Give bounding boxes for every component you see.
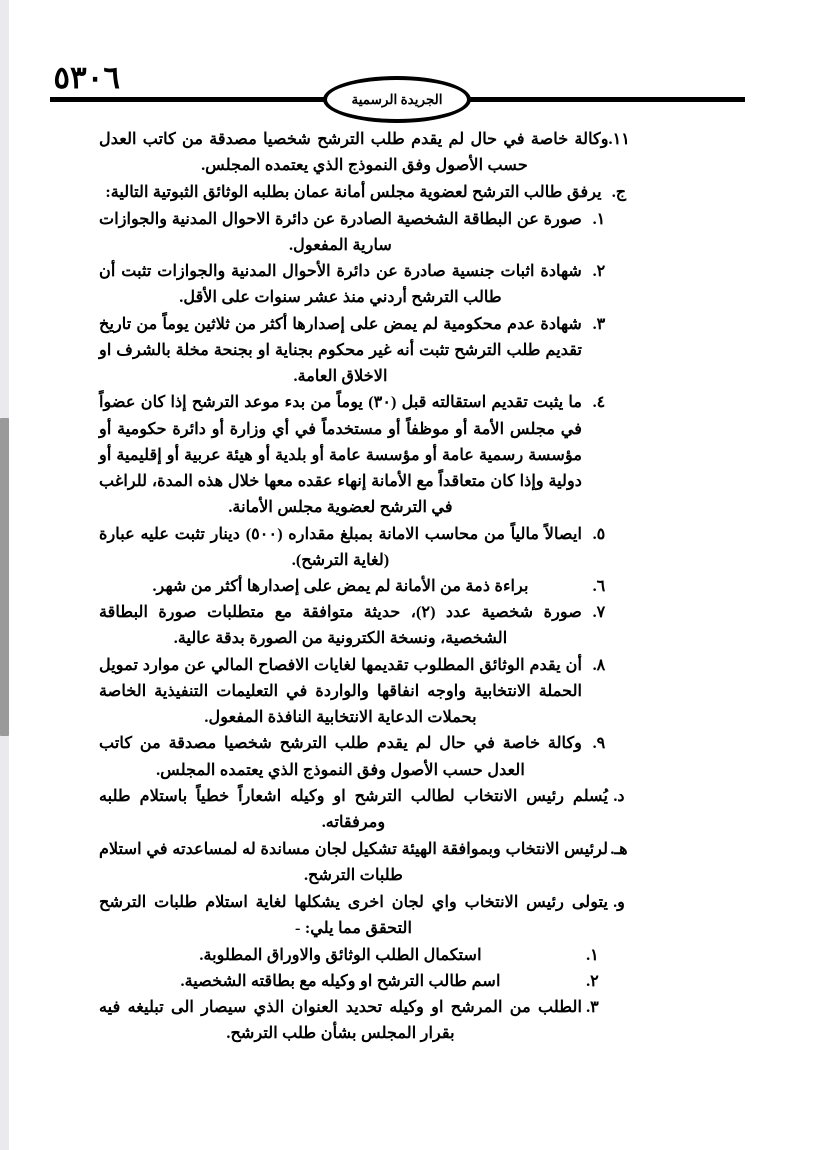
list-item-marker: ٢. xyxy=(592,262,606,281)
document-page xyxy=(9,0,820,1150)
list-item-text: صورة عن البطاقة الشخصية الصادرة عن دائرة الاحوال المدنية والجوازات سارية المفعول. xyxy=(99,209,582,254)
list-item xyxy=(99,652,612,731)
clause-waw-marker: و. xyxy=(613,892,625,911)
clause-dal xyxy=(99,783,630,835)
clause-haa xyxy=(99,836,630,888)
gazette-seal-label: الجريدة الرسمية xyxy=(351,91,443,107)
list-item-text: ما يثبت تقديم استقالته قبل (٣٠) يوماً من بدء موعد الترشح إذا كان عضواً في مجلس الأمة أو موظفاً أو مستخدماً في أي وزارة أو دائرة حكومية أو مؤسسة رسمية عامة أو مؤسسة عامة أو بلدية أو هيئة عربية أو إقليمية أو دولية وإذا كان متعاقداً مع الأمانة إنهاء عقده معها خلال هذه المدة، للراغب في الترشح لعضوية مجلس الأمانة. xyxy=(99,393,583,517)
list-item xyxy=(99,994,602,1046)
list-item-marker: ٦. xyxy=(592,576,606,595)
page-number: ٥٣٠٦ xyxy=(53,60,120,95)
list-item-marker: ٣. xyxy=(586,998,599,1017)
list-item-marker: ٨. xyxy=(592,655,606,674)
list-item xyxy=(99,573,612,599)
clause-jeem xyxy=(99,179,630,205)
list-item-text: اسم طالب الترشح او وكيله مع بطاقته الشخصية. xyxy=(180,972,501,990)
list-item xyxy=(99,942,602,968)
vertical-scrollbar-thumb[interactable] xyxy=(0,418,9,736)
list-item-text: شهادة اثبات جنسية صادرة عن دائرة الأحوال المدنية والجوازات تثبت أن طالب الترشح أردني منذ عشر سنوات على الأقل. xyxy=(99,262,582,307)
clause-waw xyxy=(99,889,630,941)
list-item-marker: ١. xyxy=(586,945,599,964)
list-item-marker: ١. xyxy=(592,209,606,228)
list-item-marker: ٧. xyxy=(592,603,606,622)
list-item-text: أن يقدم الوثائق المطلوب تقديمها لغايات الافصاح المالي عن موارد تمويل الحملة الانتخابية واوجه انفاقها والواردة في التعليمات التنفيذية الخاصة بحملات الدعاية الانتخابية النافذة المفعول. xyxy=(99,655,582,727)
list-item xyxy=(99,599,612,651)
list-item-text: شهادة عدم محكومية لم يمض على إصدارها أكثر من ثلاثين يوماً من تاريخ تقديم طلب الترشح تثبت أنه غير محكوم بجناية او بجنحة مخلة بالشرف او الاخلاق العامة. xyxy=(99,314,582,386)
clause-jeem-marker: ج. xyxy=(611,182,627,201)
list-item xyxy=(99,521,612,573)
list-item xyxy=(99,730,612,782)
list-item-text: الطلب من المرشح او وكيله تحديد العنوان الذي سيصار الى تبليغه فيه بقرار المجلس بشأن طلب الترشح. xyxy=(99,998,582,1043)
list-item-marker: ٩. xyxy=(592,734,606,753)
list-item-marker: ٣. xyxy=(592,314,606,333)
list-item-text: استكمال الطلب الوثائق والاوراق المطلوبة. xyxy=(199,945,482,964)
list-item-marker: ٤. xyxy=(592,393,606,412)
list-item-marker: ٥. xyxy=(592,524,606,543)
clause-haa-text: لرئيس الانتخاب وبموافقة الهيئة تشكيل لجان مساندة له لمساعدته في استلام طلبات الترشح. xyxy=(99,839,608,885)
list-item xyxy=(99,968,602,994)
page-masthead xyxy=(9,0,820,122)
list-item-text: وكالة خاصة في حال لم يقدم طلب الترشح شخصيا مصدقة من كاتب العدل حسب الأصول وفق النموذج الذي يعتمده المجلس. xyxy=(99,734,582,779)
list-item xyxy=(99,389,612,520)
list-item xyxy=(99,206,612,258)
paragraph-item-11: ١١.وكالة خاصة في حال لم يقدم طلب الترشح شخصيا مصدقة من كاتب العدل حسب الأصول وفق النموذج الذي يعتمده المجلس. xyxy=(99,130,630,175)
list-item-text: ايصالاً مالياً من محاسب الامانة بمبلغ مقداره (٥٠٠) دينار تثبت عليه عبارة (لغاية الترشح). xyxy=(99,524,582,569)
list-item-text: صورة شخصية عدد (٢)، حديثة متوافقة مع متطلبات صورة البطاقة الشخصية، ونسخة الكترونية من الصورة بدقة عالية. xyxy=(99,603,582,648)
list-item-marker: ٢. xyxy=(586,972,599,990)
clause-jeem-text: يرفق طالب الترشح لعضوية مجلس أمانة عمان بطلبه الوثائق الثبوتية التالية: xyxy=(105,182,602,201)
list-item-text: براءة ذمة من الأمانة لم يمض على إصدارها أكثر من شهر. xyxy=(152,576,529,595)
clause-dal-text: يُسلم رئيس الانتخاب لطالب الترشح او وكيله اشعاراً خطياً باستلام طلبه ومرفقاته. xyxy=(99,786,608,832)
list-item xyxy=(99,311,612,390)
clause-dal-marker: د. xyxy=(613,786,625,805)
gazette-seal xyxy=(323,76,471,123)
clause-haa-marker: هـ. xyxy=(610,839,628,858)
document-body xyxy=(99,126,630,1047)
list-item xyxy=(99,258,612,310)
clause-waw-text: يتولى رئيس الانتخاب واي لجان اخرى يشكلها لغاية استلام طلبات الترشح التحقق مما يلي: - xyxy=(99,892,608,938)
